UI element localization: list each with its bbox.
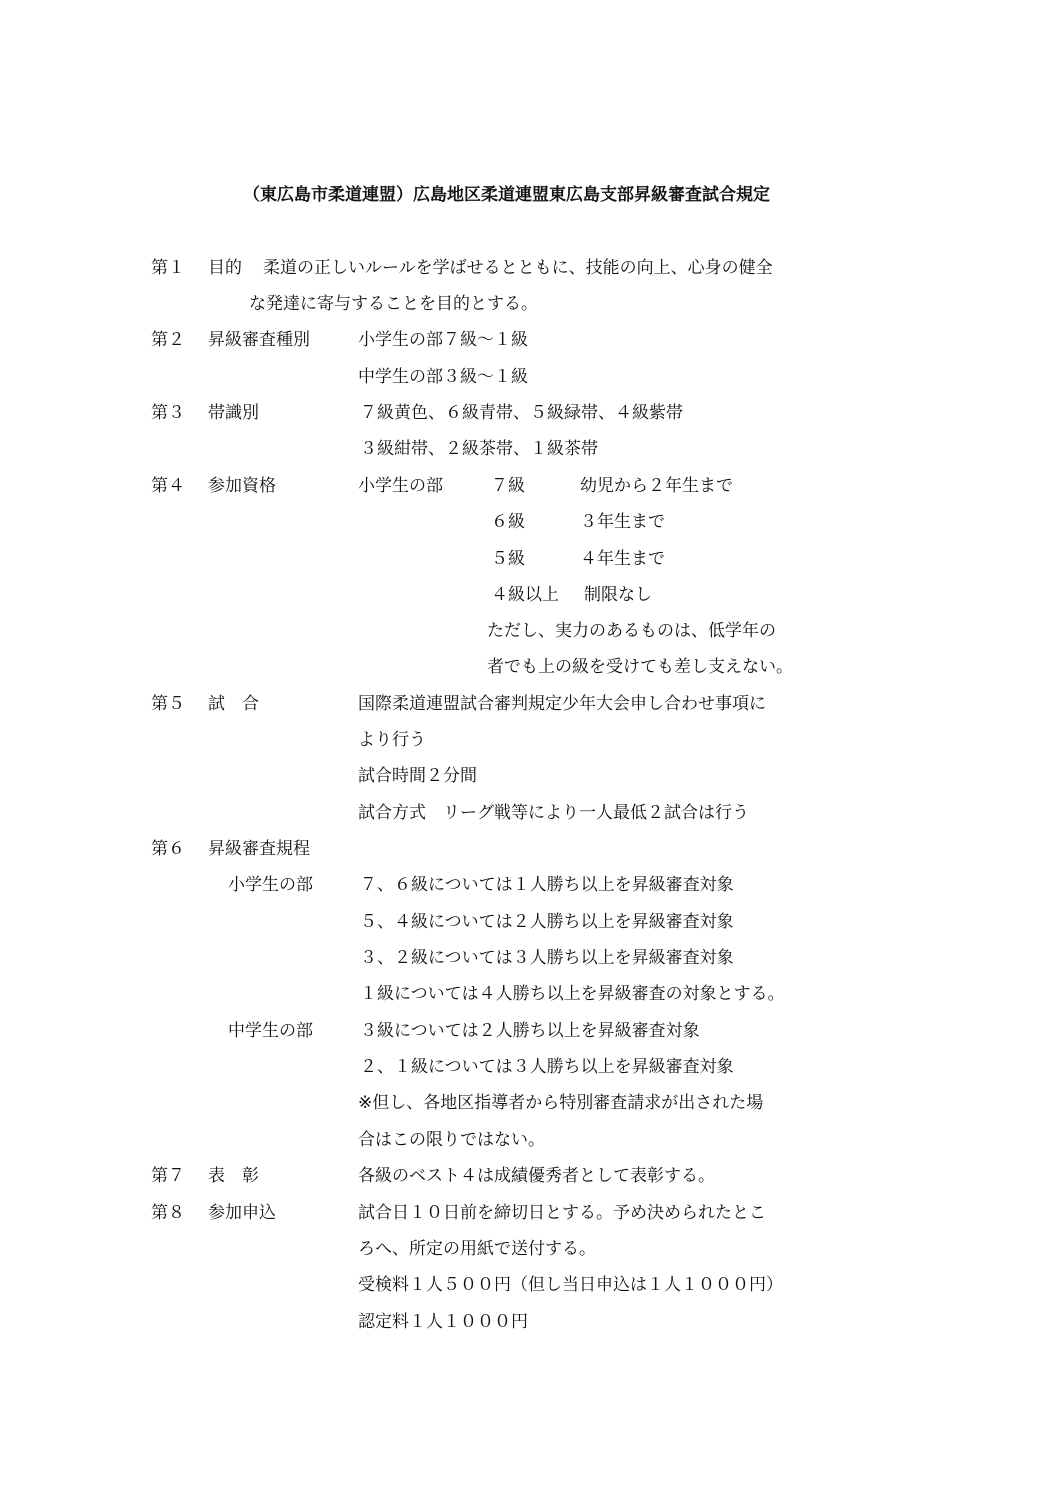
article-1-text-1: 柔道の正しいルールを学ばせるとともに、技能の向上、心身の健全 [263,258,773,278]
article-6-middle-rule-2: ２、１級については３人勝ち以上を昇級審査対象 [360,1057,734,1077]
article-6-elementary-rule-1: ７、６級については１人勝ち以上を昇級審査対象 [360,875,734,895]
article-1-number: 第１ [151,258,185,278]
grade-row-2-grade: ６級 [491,512,525,532]
article-7-text-1: 各級のベスト４は成績優秀者として表彰する。 [358,1166,715,1186]
article-3-text-2: ３級紺帯、２級茶帯、１級茶帯 [360,439,598,459]
article-8-text-1: 試合日１０日前を締切日とする。予め決められたとこ [358,1203,766,1223]
article-6-elementary-rule-4: １級については４人勝ち以上を昇級審査の対象とする。 [360,984,785,1004]
article-6-middle-rule-1: ３級については２人勝ち以上を昇級審査対象 [360,1021,700,1041]
article-6-elementary-rule-2: ５、４級については２人勝ち以上を昇級審査対象 [360,912,734,932]
article-6-elementary-rule-3: ３、２級については３人勝ち以上を昇級審査対象 [360,948,734,968]
article-5-text-4: 試合方式 リーグ戦等により一人最低２試合は行う [358,803,749,823]
article-5-text-2: より行う [358,730,426,750]
article-3-number: 第３ [151,403,185,423]
grade-row-2-condition: ３年生まで [580,512,665,532]
article-2-heading: 昇級審査種別 [208,330,310,350]
article-3-text-1: ７級黄色、６級青帯、５級緑帯、４級紫帯 [360,403,683,423]
article-2-text-1: 小学生の部７級～１級 [358,330,528,350]
article-1-text-2: な発達に寄与することを目的とする。 [249,294,538,314]
article-8-text-4: 認定料１人１０００円 [358,1312,528,1332]
article-4-section: 小学生の部 [358,476,443,496]
article-5-text-3: 試合時間２分間 [358,766,477,786]
article-6-number: 第６ [151,839,185,859]
article-4-heading: 参加資格 [208,476,276,496]
article-5-number: 第５ [151,694,185,714]
grade-row-4-condition: 制限なし [584,585,652,605]
article-6-middle-rule-3: ※但し、各地区指導者から特別審査請求が出された場 [358,1093,764,1113]
article-4-note-1: ただし、実力のあるものは、低学年の [487,621,776,641]
article-6-heading: 昇級審査規程 [208,839,310,859]
article-4-note-2: 者でも上の級を受けても差し支えない。 [487,657,793,677]
article-2-text-2: 中学生の部３級～１級 [358,367,528,387]
article-8-text-2: ろへ、所定の用紙で送付する。 [358,1239,596,1259]
article-4-number: 第４ [151,476,185,496]
grade-row-1-condition: 幼児から２年生まで [580,476,733,496]
article-1-heading: 目的 [208,258,242,278]
article-8-number: 第８ [151,1203,185,1223]
article-8-text-3: 受検料１人５００円（但し当日申込は１人１０００円） [358,1275,783,1295]
grade-row-4-grade: ４級以上 [491,585,559,605]
article-8-heading: 参加申込 [208,1203,276,1223]
grade-row-3-grade: ５級 [491,549,525,569]
article-7-heading: 表 彰 [208,1166,259,1186]
document-title: （東広島市柔道連盟）広島地区柔道連盟東広島支部昇級審査試合規定 [243,185,770,205]
article-2-number: 第２ [151,330,185,350]
article-6-elementary-label: 小学生の部 [228,875,313,895]
article-5-heading: 試 合 [208,694,259,714]
grade-row-1-grade: ７級 [491,476,525,496]
grade-row-3-condition: ４年生まで [580,549,665,569]
article-6-middle-rule-4: 合はこの限りではない。 [358,1130,545,1150]
article-6-middle-label: 中学生の部 [228,1021,313,1041]
article-7-number: 第７ [151,1166,185,1186]
article-5-text-1: 国際柔道連盟試合審判規定少年大会申し合わせ事項に [358,694,766,714]
article-3-heading: 帯識別 [208,403,259,423]
